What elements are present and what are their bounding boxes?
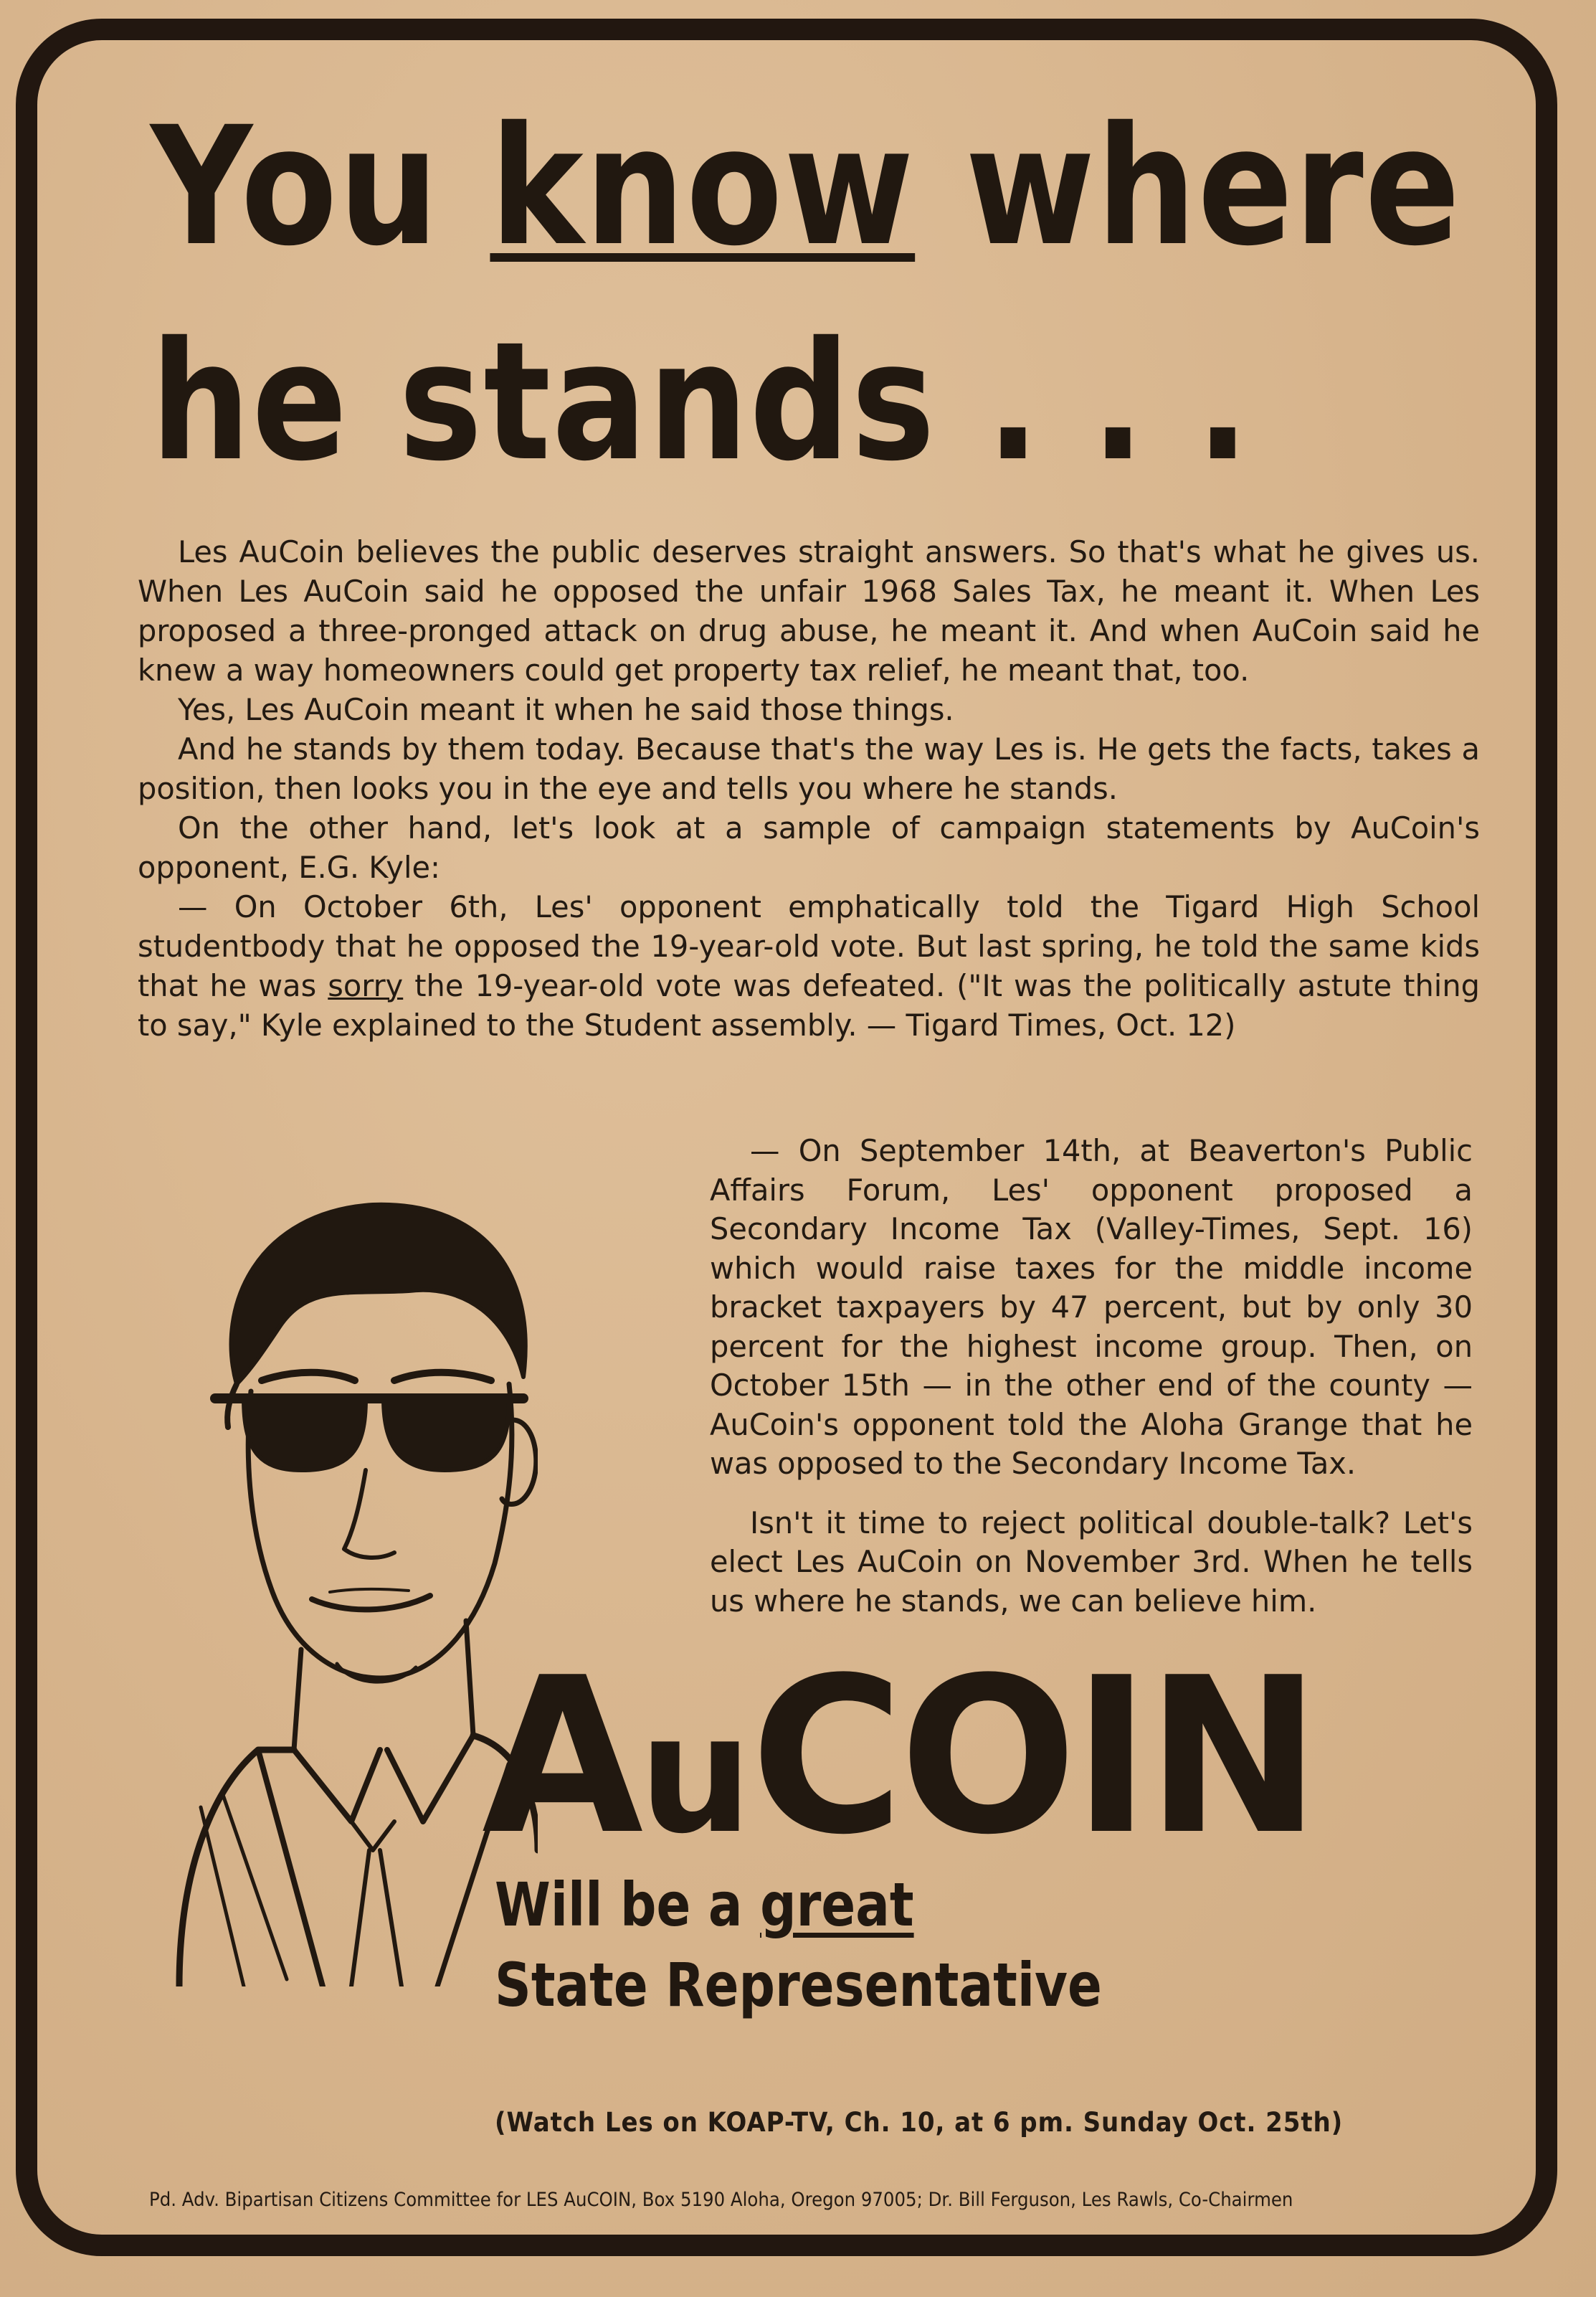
body-paragraph: Les AuCoin believes the public deserves straight answers. So that's what he gives us. When Les AuCoin said he opposed the unfair 1968 Sales Tax, he meant it. When Les proposed a three-pronged attack on drug abuse, he meant it. And when AuCoin said he knew a way homeowners could get property tax relief, he meant that, too. (138, 534, 1480, 688)
candidate-wordmark (482, 1631, 1317, 1889)
body-paragraph: Yes, Les AuCoin meant it when he said those things. (178, 692, 954, 727)
headline-part1: You (151, 91, 490, 282)
body-text: the 19-year-old vote was defeated. ("It was the politically astute thing to say," Kyle explained to the Student assembly. — Tigard Times, Oct. 12) (138, 968, 1480, 1043)
headline-part2: where (915, 91, 1462, 282)
paid-advertisement-notice: Pd. Adv. Bipartisan Citizens Committee for LES AuCOIN, Box 5190 Aloha, Oregon 97005; Dr. Bill Ferguson, Les Rawls, Co-Chairmen (149, 2189, 1293, 2211)
tagline-emphasis: great (760, 1870, 914, 1940)
tv-notice: (Watch Les on KOAP-TV, Ch. 10, at 6 pm. Sunday Oct. 25th) (495, 2107, 1344, 2138)
body-copy-top (138, 532, 1480, 1045)
body-paragraph: And he stands by them today. Because that's the way Les is. He gets the facts, takes a position, then looks you in the eye and tells you where he stands. (138, 731, 1480, 806)
body-text-underlined: sorry (328, 968, 404, 1003)
wordmark-letter: A (482, 1631, 640, 1882)
body-paragraph-tigard (138, 887, 1480, 1045)
headline (151, 79, 1462, 509)
tagline-text: State Representative (495, 1950, 1102, 2020)
tagline-text: Will be a (495, 1870, 761, 1940)
tagline (495, 1865, 1102, 2025)
candidate-portrait-icon (136, 1162, 538, 1986)
wordmark-letters: COIN (750, 1631, 1317, 1882)
headline-emphasis: know (490, 91, 916, 282)
body-paragraph: Isn't it time to reject political double-talk? Let's elect Les AuCoin on November 3rd. When he tells us where he stands, we can believe him. (710, 1505, 1473, 1619)
body-paragraph: On the other hand, let's look at a sample of campaign statements by AuCoin's opponent, E.G. Kyle: (138, 810, 1480, 885)
headline-line2: he stands . . . (151, 306, 1251, 497)
body-text: — On October 6th, Les' opponent emphatically told the Tigard High School studentbody that he opposed the 19-year-old vote. But last spring, he told the same kids that he was (138, 889, 1480, 1003)
body-paragraph: — On September 14th, at Beaverton's Public Affairs Forum, Les' opponent proposed a Secondary Income Tax (Valley-Times, Sept. 16) which would raise taxes for the middle income bracket taxpayers by 47 percent, but by only 30 percent for the highest income group. Then, on October 15th — in the other end of the county — AuCoin's opponent told the Aloha Grange that he was opposed to the Secondary Income Tax. (710, 1133, 1473, 1481)
body-copy-right (710, 1132, 1473, 1621)
wordmark-letter-small: u (639, 1679, 751, 1870)
